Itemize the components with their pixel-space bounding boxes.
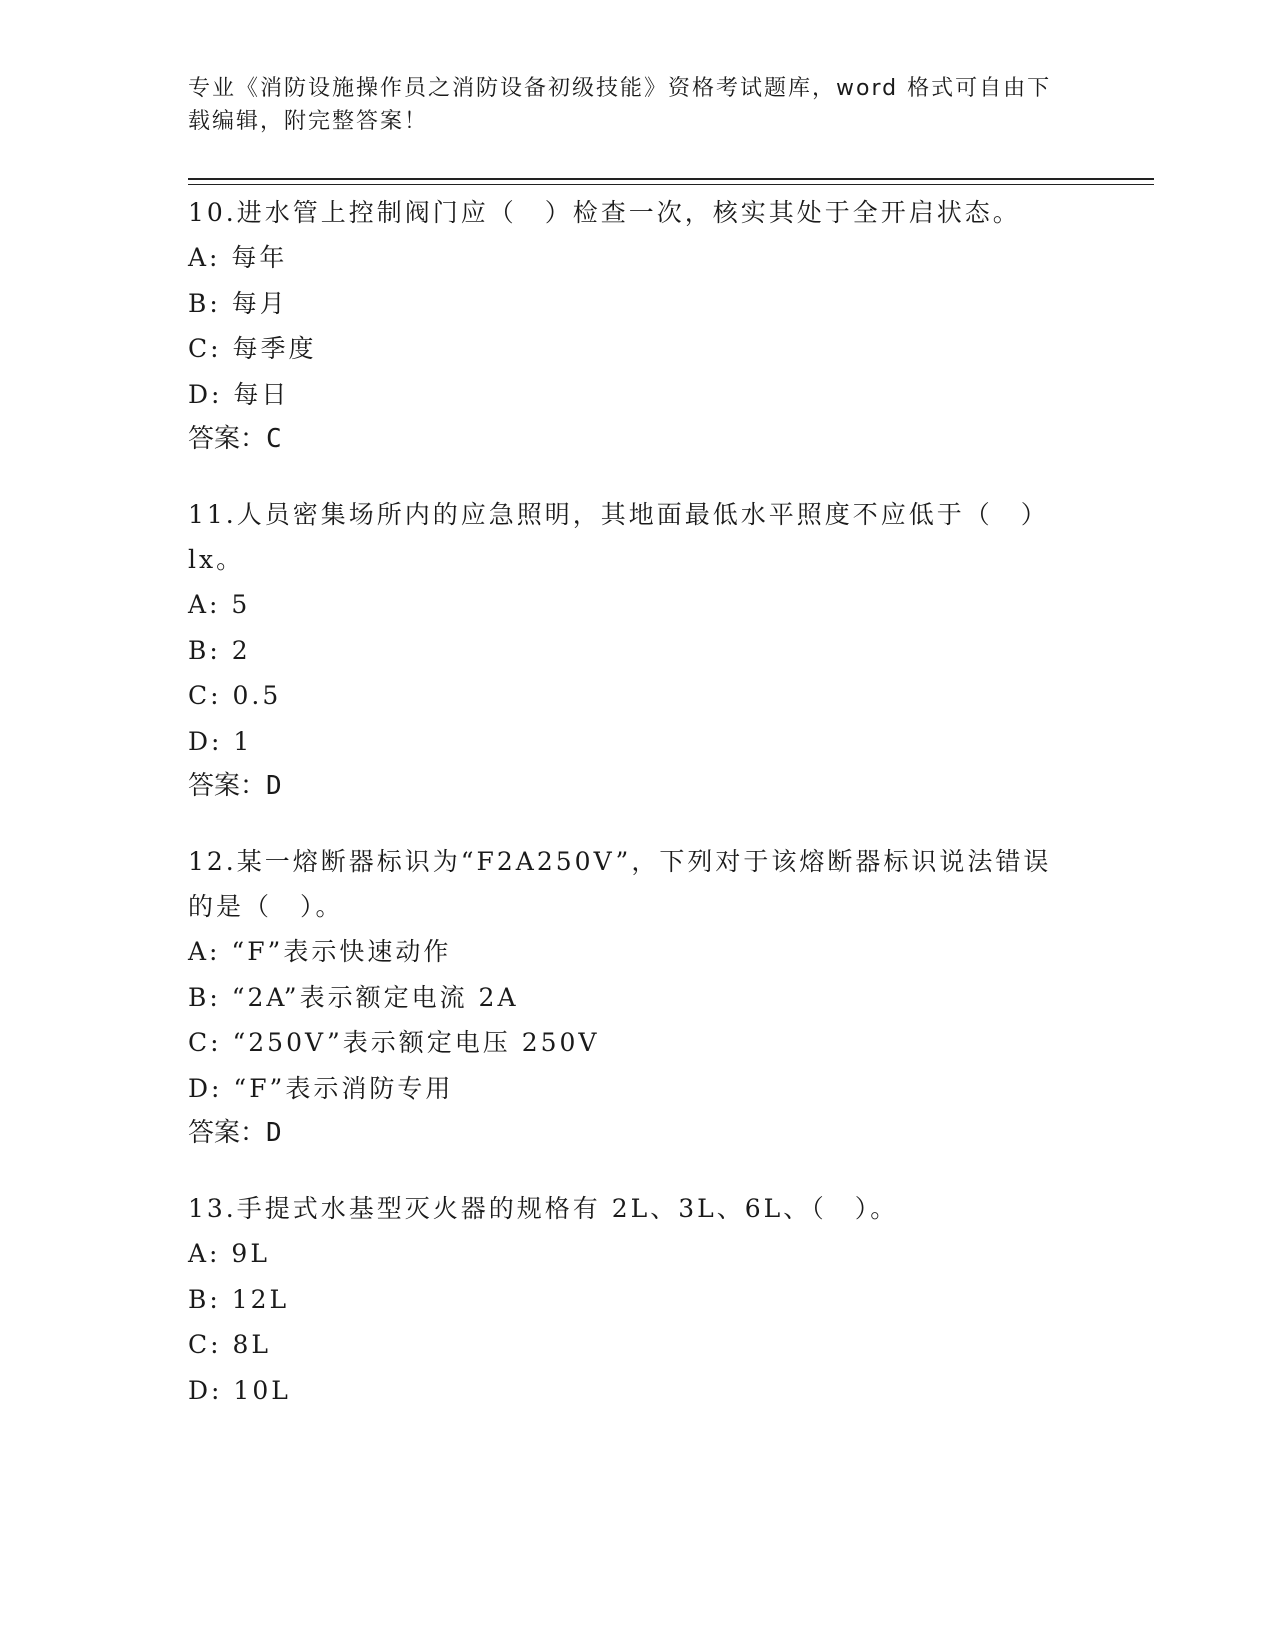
question-11	[188, 492, 1068, 809]
option-d: D: “F”表示消防专用	[188, 1073, 454, 1103]
header-rule-thin	[188, 184, 1154, 185]
answer-value: D	[266, 1118, 282, 1148]
question-list	[188, 190, 1068, 1443]
option-a: A: 9L	[188, 1239, 270, 1268]
question-13	[188, 1186, 1068, 1413]
option-d: D: 1	[188, 726, 253, 756]
option-d: D: 10L	[188, 1375, 291, 1405]
option-b: B: “2A”表示额定电流 2A	[188, 982, 519, 1012]
option-c: C: “250V”表示额定电压 250V	[188, 1028, 600, 1057]
answer-value: D	[266, 771, 282, 801]
answer-label: 答案：	[188, 424, 267, 454]
option-c: C: 0.5	[188, 681, 282, 710]
option-b: B: 12L	[188, 1284, 290, 1314]
question-12	[188, 839, 1068, 1156]
answer	[188, 764, 1068, 809]
option-b: B: 每月	[188, 288, 288, 318]
option-d: D: 每日	[188, 379, 290, 409]
question-stem: 11.人员密集场所内的应急照明，其地面最低水平照度不应低于（ ）lx。	[188, 500, 1049, 574]
option-a: A: 5	[188, 590, 251, 619]
header-rule-thick	[188, 178, 1154, 180]
answer	[188, 417, 1068, 462]
question-stem: 10.进水管上控制阀门应（ ）检查一次，核实其处于全开启状态。	[188, 198, 1021, 227]
option-b: B: 2	[188, 635, 251, 665]
option-c: C: 每季度	[188, 334, 317, 363]
question-stem: 12.某一熔断器标识为“F2A250V”，下列对于该熔断器标识说法错误的是（ ）。	[188, 847, 1052, 921]
answer-label: 答案：	[188, 771, 267, 801]
answer-label: 答案：	[188, 1118, 267, 1148]
answer-value: C	[266, 424, 282, 454]
answer	[188, 1111, 1068, 1156]
option-c: C: 8L	[188, 1330, 272, 1359]
option-a: A: 每年	[188, 243, 288, 272]
option-a: A: “F”表示快速动作	[188, 937, 452, 966]
document-header: 专业《消防设施操作员之消防设备初级技能》资格考试题库，word 格式可自由下载编辑，附完整答案！	[188, 76, 1052, 134]
question-10	[188, 190, 1068, 462]
question-stem: 13.手提式水基型灭火器的规格有 2L、3L、6L、（ ）。	[188, 1194, 899, 1223]
